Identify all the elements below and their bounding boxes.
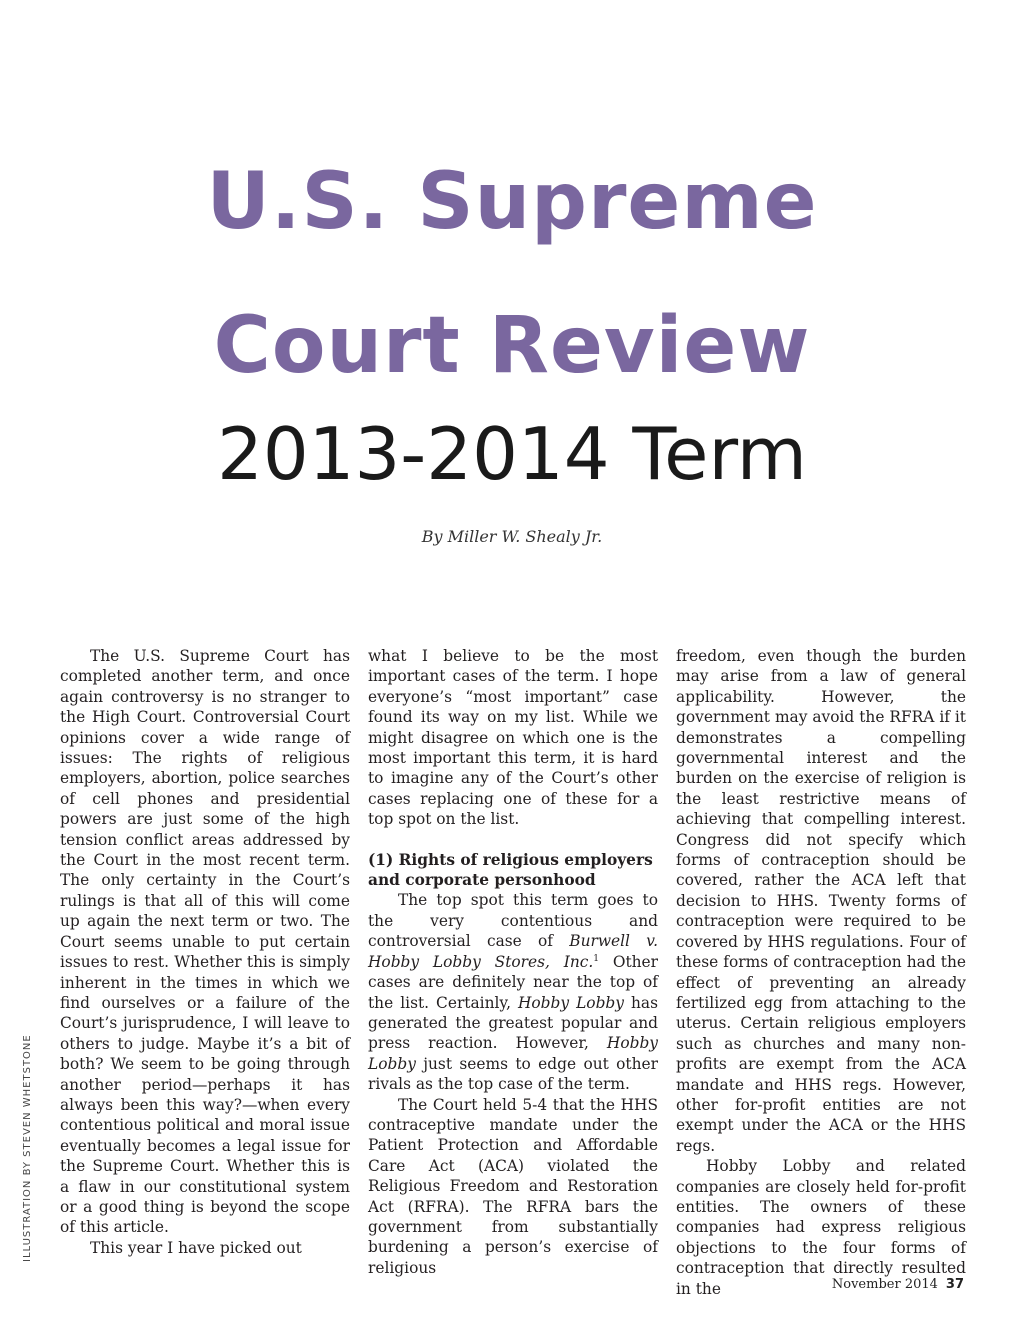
text-span: just seems to edge out other rivals as the top case of the term. (368, 1054, 658, 1094)
byline: By Miller W. Shealy Jr. (421, 527, 603, 546)
paragraph: This year I have picked out (90, 1238, 302, 1257)
text-span: The top spot this term goes to the very contentious and controversial case of (368, 891, 658, 951)
text-span: Other cases are definitely near the top of the list. Certainly, (368, 952, 659, 1012)
title-line-2: Court Review (213, 301, 811, 391)
paragraph: The U.S. Supreme Court has completed another term, and once again controversy is no stranger to the High Court. Controversial Court opinions cover a wide range of issues: The rights of religious employers, abortion, police searches of cell phones and presidential powers are just some of the high tension conflict areas addressed by the Court in the most recent term. The only certainty in the Court’s rulings is that all of this will come up again the next term or two. The Court seems unable to put certain issues to rest. Whether this is simply inherent in the times in which we find ourselves or a failure of the Court’s jurisprudence, I will leave to others to judge. Maybe it’s a bit of both? We seem to be going through another period—perhaps it has always been this way?—when every contentious political and moral issue eventually becomes a legal issue for the Supreme Court. Whether this is a flaw in our constitutional system or a good thing is beyond the scope of this article. (60, 647, 350, 1237)
illustration-credit: ILLUSTRATION BY STEVEN WHETSTONE (22, 1034, 33, 1262)
paragraph: what I believe to be the most important cases of the term. I hope everyone’s “most important” case found its way on my list. While we might disagree on which one is the most important this term, it is hard to imagine any of the Court’s other cases replacing one of these for a top spot on the list. (368, 647, 658, 829)
subtitle: 2013-2014 Term (217, 412, 807, 496)
issue-date: November 2014 (831, 1277, 938, 1292)
column-1 (60, 646, 350, 1258)
case-name: Burwell v. Hobby Lobby Stores, Inc. (368, 932, 658, 971)
text-span: has generated the greatest popular and press reaction. However, (368, 993, 658, 1053)
page-footer (832, 1277, 964, 1292)
paragraph: Hobby Lobby and related companies are closely held for-profit entities. The owners of these companies had express religious objections to the four forms of contraception that directly resulted in the (676, 1157, 966, 1298)
column-2 (368, 646, 658, 1278)
section-heading: (1) Rights of religious employers and corporate personhood (368, 850, 653, 890)
paragraph (368, 890, 658, 1094)
page-number: 37 (945, 1277, 964, 1292)
paragraph: freedom, even though the burden may arise from a law of general applicability. However, the government may avoid the RFRA if it demonstrates a compelling governmental interest and the burden on the exercise of religion is the least restrictive means of achieving that compelling interest. Congress did not specify which forms of contraception should be covered, rather the ACA left that decision to HHS. Twenty forms of contraception were required to be covered by HHS regulations. Four of these forms of contraception had the effect of preventing an already fertilized egg from attaching to the uterus. Certain religious employers such as churches and many non-profits are exempt from the ACA mandate and HHS regs. However, other for-profit entities are not exempt under the ACA or the HHS regs. (676, 647, 966, 1155)
column-3 (676, 646, 966, 1299)
paragraph: The Court held 5-4 that the HHS contraceptive mandate under the Patient Protection and Affordable Care Act (ACA) violated the Religious Freedom and Restoration Act (RFRA). The RFRA bars the government from substantially burdening a person’s exercise of religious (368, 1095, 658, 1277)
case-name: Hobby Lobby (368, 1034, 658, 1073)
case-name: Hobby Lobby (517, 993, 624, 1012)
title-line-1: U.S. Supreme (206, 157, 818, 247)
footnote-ref: 1 (593, 953, 599, 964)
